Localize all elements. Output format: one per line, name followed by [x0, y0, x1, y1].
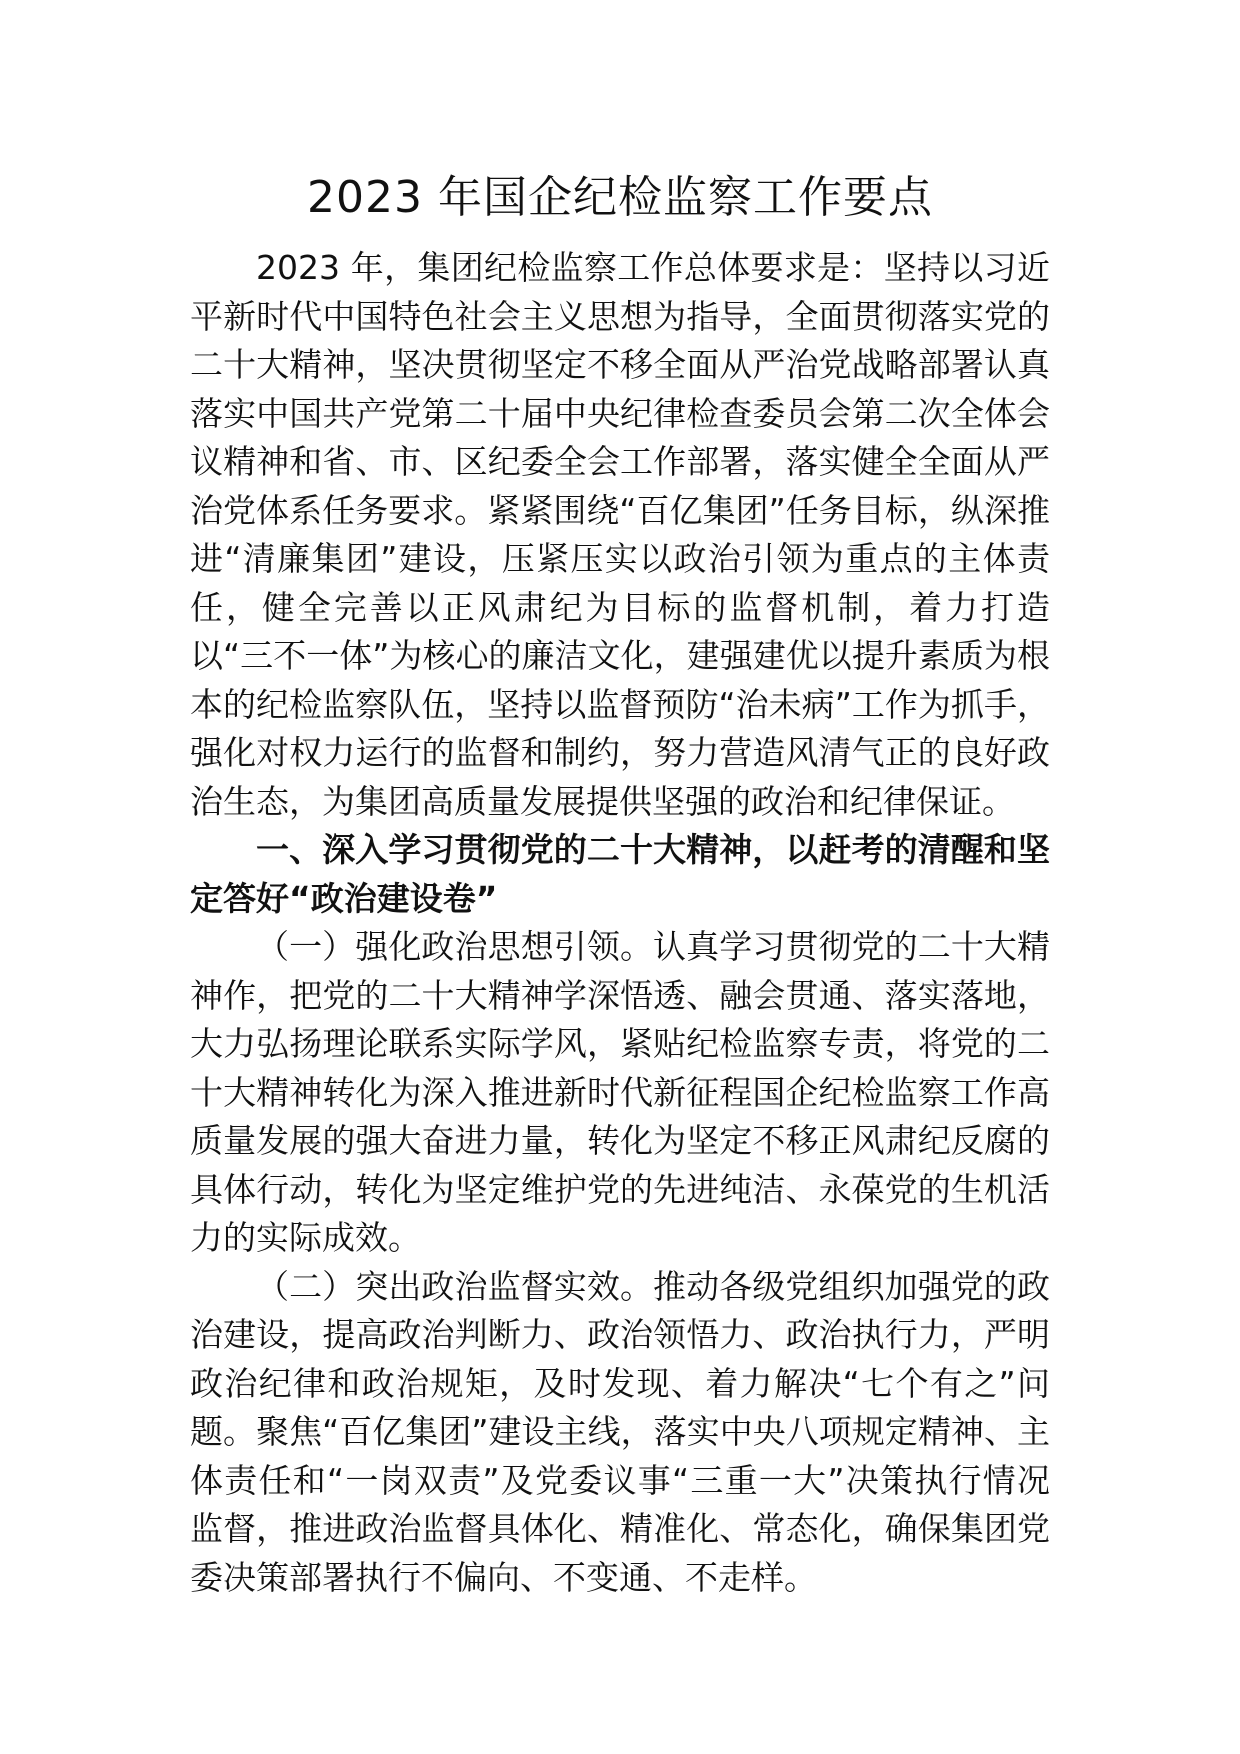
document-title: 2023 年国企纪检监察工作要点 [307, 172, 933, 223]
section-heading-1: 一、深入学习贯彻党的二十大精神，以赶考的清醒和坚定答好“政治建设卷” [190, 830, 1050, 918]
intro-paragraph: 2023 年，集团纪检监察工作总体要求是：坚持以习近平新时代中国特色社会主义思想为指导，全面贯彻落实党的二十大精神，坚决贯彻坚定不移全面从严治党战略部署认真落实中国共产党第二十届中央纪律检查委员会第二次全体会议精神和省、市、区纪委全会工作部署，落实健全全面从严治党体系任务要求。紧紧围绕“百亿集团”任务目标，纵深推进“清廉集团”建设，压紧压实以政治引领为重点的主体责任，健全完善以正风肃纪为目标的监督机制，着力打造以“三不一体”为核心的廉洁文化，建强建优以提升素质为根本的纪检监察队伍，坚持以监督预防“治未病”工作为抓手，强化对权力运行的监督和制约，努力营造风清气正的良好政治生态，为集团高质量发展提供坚强的政治和纪律保证。 [190, 248, 1050, 821]
document-body [190, 244, 1050, 1602]
subsection-paragraph-2: （二）突出政治监督实效。推动各级党组织加强党的政治建设，提高政治判断力、政治领悟力、政治执行力，严明政治纪律和政治规矩，及时发现、着力解决“七个有之”问题。聚焦“百亿集团”建设主线，落实中央八项规定精神、主体责任和“一岗双责”及党委议事“三重一大”决策执行情况监督，推进政治监督具体化、精准化、常态化，确保集团党委决策部署执行不偏向、不变通、不走样。 [190, 1266, 1050, 1597]
subsection-paragraph-1: （一）强化政治思想引领。认真学习贯彻党的二十大精神作，把党的二十大精神学深悟透、融会贯通、落实落地，大力弘扬理论联系实际学风，紧贴纪检监察专责，将党的二十大精神转化为深入推进新时代新征程国企纪检监察工作高质量发展的强大奋进力量，转化为坚定不移正风肃纪反腐的具体行动，转化为坚定维护党的先进纯洁、永葆党的生机活力的实际成效。 [190, 927, 1050, 1257]
